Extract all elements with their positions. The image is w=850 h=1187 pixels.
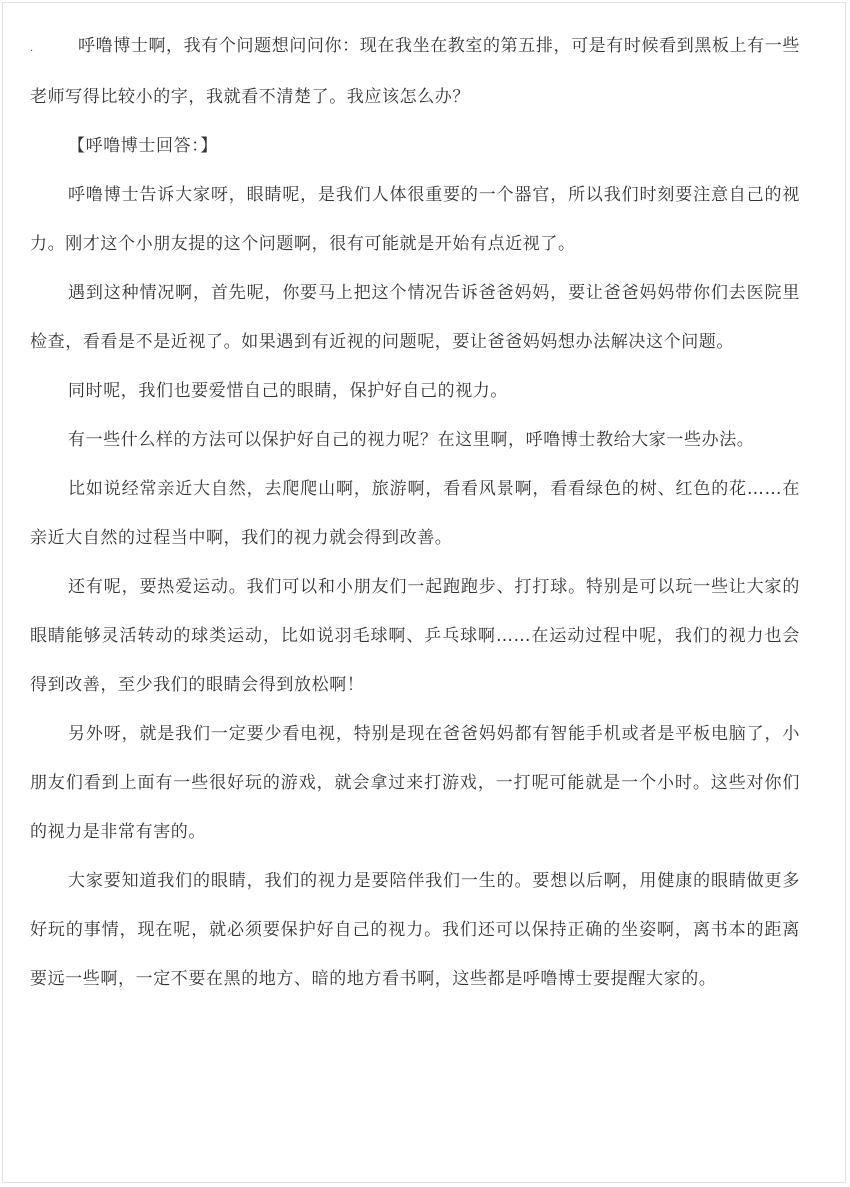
answer-paragraph-2: 遇到这种情况啊，首先呢，你要马上把这个情况告诉爸爸妈妈，要让爸爸妈妈带你们去医院里检查，看看是不是近视了。如果遇到有近视的问题呢，要让爸爸妈妈想办法解决这个问题。 [30, 283, 800, 352]
answer-paragraph-7: 另外呀，就是我们一定要少看电视，特别是现在爸爸妈妈都有智能手机或者是平板电脑了，小朋友们看到上面有一些很好玩的游戏，就会拿过来打游戏，一打呢可能就是一个小时。这些对你们的视力是非常有害的。 [30, 724, 800, 842]
answer-paragraph-5: 比如说经常亲近大自然，去爬爬山啊，旅游啊，看看风景啊，看看绿色的树、红色的花……在亲近大自然的过程当中啊，我们的视力就会得到改善。 [30, 479, 800, 548]
document-body [30, 22, 800, 1004]
question-paragraph [30, 22, 800, 122]
answer-paragraph-8: 大家要知道我们的眼睛，我们的视力是要陪伴我们一生的。要想以后啊，用健康的眼睛做更多好玩的事情，现在呢，就必须要保护好自己的视力。我们还可以保持正确的坐姿啊，离书本的距离要远一些啊，一定不要在黑的地方、暗的地方看书啊，这些都是呼噜博士要提醒大家的。 [30, 871, 800, 989]
answer-paragraph-6: 还有呢，要热爱运动。我们可以和小朋友们一起跑跑步、打打球。特别是可以玩一些让大家的眼睛能够灵活转动的球类运动，比如说羽毛球啊、乒乓球啊……在运动过程中呢，我们的视力也会得到改善，至少我们的眼睛会得到放松啊！ [30, 577, 800, 695]
answer-paragraph-1: 呼噜博士告诉大家呀，眼睛呢，是我们人体很重要的一个器官，所以我们时刻要注意自己的视力。刚才这个小朋友提的这个问题啊，很有可能就是开始有点近视了。 [30, 185, 800, 254]
answer-heading: 【呼噜博士回答：】 [68, 136, 218, 156]
answer-paragraph-3: 同时呢，我们也要爱惜自己的眼睛，保护好自己的视力。 [68, 381, 508, 401]
answer-paragraph-4: 有一些什么样的方法可以保护好自己的视力呢？在这里啊，呼噜博士教给大家一些办法。 [68, 430, 755, 450]
paragraph-marker: . [30, 43, 34, 54]
question-text: 呼噜博士啊，我有个问题想问问你：现在我坐在教室的第五排，可是有时候看到黑板上有一些老师写得比较小的字，我就看不清楚了。我应该怎么办？ [30, 36, 800, 107]
